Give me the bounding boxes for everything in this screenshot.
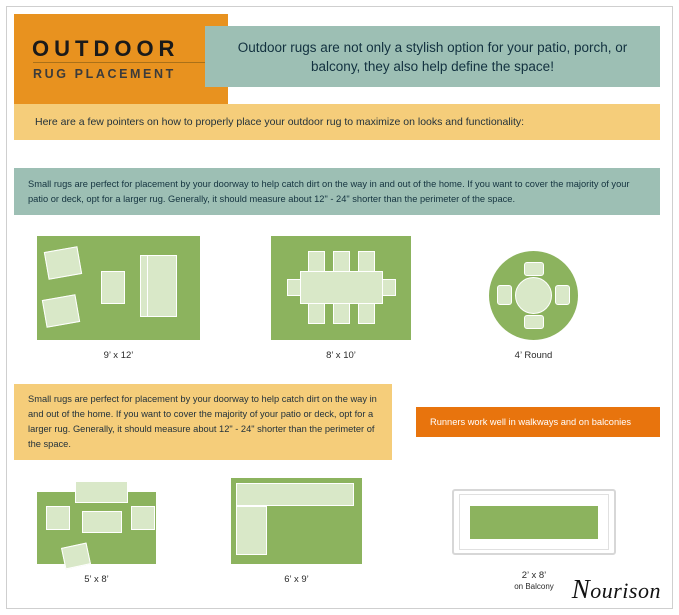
caption-8x10: [271, 350, 411, 361]
band-teal-1: [14, 168, 660, 215]
page-subtitle: RUG PLACEMENT: [33, 67, 176, 81]
caption-2x8-text: 2’ x 8’: [521, 570, 547, 581]
furniture-round-table: [515, 277, 552, 314]
runner-banner-text: Runners work well in walkways and on balconies: [430, 417, 632, 427]
furniture-coffee-table: [82, 511, 122, 533]
furniture-sofa: [145, 255, 177, 317]
caption-8x10-text: 8’ x 10’: [326, 350, 356, 361]
caption-9x12-text: 9’ x 12’: [103, 350, 134, 361]
furniture-dining-chair: [497, 285, 512, 305]
caption-2x8-note: on Balcony: [514, 582, 554, 591]
caption-4-round-text: 4’ Round: [514, 350, 553, 361]
furniture-dining-chair: [524, 262, 544, 276]
furniture-armchair: [42, 294, 80, 327]
header-teal-banner: [205, 26, 660, 87]
furniture-dining-chair: [524, 315, 544, 329]
furniture-dining-chair: [358, 303, 375, 324]
runner-banner: [416, 407, 660, 437]
brand-logo-text: ourison: [590, 578, 661, 603]
furniture-dining-table: [300, 271, 383, 304]
rug-2x8-runner: [470, 506, 598, 539]
furniture-armchair: [46, 506, 70, 530]
furniture-armchair: [131, 506, 155, 530]
furniture-sofa: [75, 481, 128, 503]
header-yellow-text: Here are a few pointers on how to properly place your outdoor rug to maximize on looks and functionality:: [35, 116, 525, 128]
furniture-armchair: [44, 246, 82, 279]
band-yellow-2: [14, 384, 392, 460]
page-title: OUTDOOR: [32, 36, 180, 61]
brand-logo: [572, 574, 661, 605]
caption-5x8: [37, 574, 156, 585]
caption-4-round: [489, 350, 578, 361]
title-divider: [33, 62, 205, 63]
furniture-coffee-table: [101, 271, 125, 304]
caption-5x8-text: 5’ x 8’: [84, 574, 109, 585]
header-yellow-banner: [14, 104, 660, 140]
furniture-dining-chair: [333, 251, 350, 272]
brand-logo-initial: N: [571, 574, 591, 604]
band-yellow-2-text: Small rugs are perfect for placement by your doorway to help catch dirt on the way in and out of the home. If you want to cover the majority of your patio or deck, opt for a larger rug. Generally, it should measure about 12" - 24" shorter than the perimeter of the space.: [28, 394, 377, 449]
furniture-dining-chair: [555, 285, 570, 305]
caption-9x12: [37, 350, 200, 361]
furniture-dining-chair: [358, 251, 375, 272]
caption-6x9-text: 6’ x 9’: [284, 574, 309, 585]
furniture-dining-chair: [308, 303, 325, 324]
furniture-dining-chair: [333, 303, 350, 324]
header-teal-text: Outdoor rugs are not only a stylish option for your patio, porch, or balcony, they also help define the space!: [237, 39, 628, 74]
furniture-sofa-arm: [140, 255, 148, 317]
caption-6x9: [231, 574, 362, 585]
band-teal-1-text: Small rugs are perfect for placement by your doorway to help catch dirt on the way in and out of the home. If you want to cover the majority of your patio or deck, opt for a larger rug. Generally, it should measure about 12" - 24" shorter than the perimeter of the space.: [28, 179, 630, 204]
title-block: [14, 14, 228, 106]
furniture-sectional-chaise: [236, 506, 267, 555]
furniture-sectional-back: [236, 483, 354, 506]
furniture-dining-chair: [308, 251, 325, 272]
